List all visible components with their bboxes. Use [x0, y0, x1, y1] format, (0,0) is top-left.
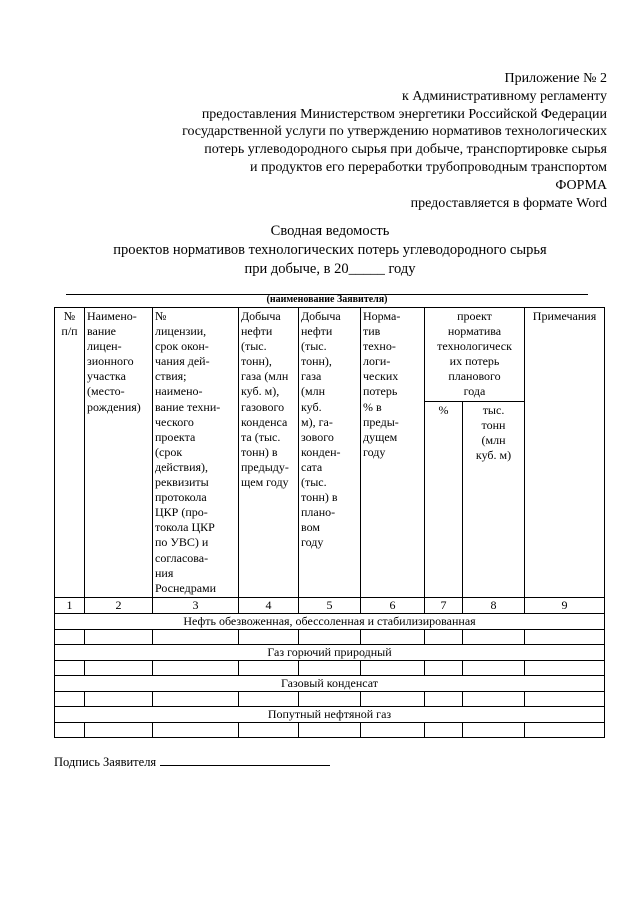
- table-cell[interactable]: [525, 722, 605, 737]
- column-number-7: 7: [425, 597, 463, 613]
- section-title-condensate: Газовый конденсат: [55, 675, 605, 691]
- signature-field[interactable]: [160, 753, 330, 766]
- column-number-6: 6: [361, 597, 425, 613]
- table-cell[interactable]: [55, 691, 85, 706]
- table-cell[interactable]: [239, 691, 299, 706]
- table-cell[interactable]: [525, 691, 605, 706]
- table-cell[interactable]: [425, 722, 463, 737]
- col-notes-header-text: Примечания: [532, 309, 597, 323]
- title-line-2: проектов нормативов технологических потерь углеводородного сырья: [113, 242, 547, 258]
- col-number-header-text: № п/п: [61, 309, 78, 339]
- col-project-norm-header: [425, 308, 525, 402]
- table-cell[interactable]: [361, 660, 425, 675]
- table-cell[interactable]: [153, 691, 239, 706]
- format-note: предоставляется в формате Word: [410, 195, 607, 211]
- table-cell[interactable]: [153, 660, 239, 675]
- table-cell[interactable]: [425, 691, 463, 706]
- table-cell[interactable]: [361, 629, 425, 644]
- table-cell[interactable]: [239, 629, 299, 644]
- table-cell[interactable]: [239, 660, 299, 675]
- document-title: [40, 222, 620, 279]
- section-title-oil: Нефть обезвоженная, обессоленная и стабилизированная: [55, 613, 605, 629]
- applicant-name-caption: (наименование Заявителя): [266, 294, 388, 305]
- table-cell[interactable]: [299, 629, 361, 644]
- appendix-ref-line-3: государственной услуги по утверждению нормативов технологических: [182, 124, 607, 140]
- table-row: [55, 660, 605, 675]
- section-title-associated-gas: Попутный нефтяной газ: [55, 706, 605, 722]
- table-cell[interactable]: [463, 722, 525, 737]
- col-field-header-text: Наимено- вание лицен- зионного участка (место- рождения): [87, 309, 141, 414]
- col-prev-norm-header-text: Норма- тив техно- логи- ческих потерь % в преды- дущем году: [363, 309, 401, 459]
- col-volume-header: [463, 401, 525, 597]
- appendix-number: Приложение № 2: [504, 71, 607, 86]
- column-number-3: 3: [153, 597, 239, 613]
- col-license-header: [153, 308, 239, 598]
- summary-table: [54, 307, 605, 738]
- col-plan-production-header-text: Добыча нефти (тыс. тонн), газа (млн куб. м), га- зового конден- сата (тыс. тонн) в плано- вом году: [301, 309, 341, 550]
- col-notes-header: [525, 308, 605, 598]
- form-label: ФОРМА: [555, 177, 607, 193]
- table-row: [55, 691, 605, 706]
- table-cell[interactable]: [425, 660, 463, 675]
- table-cell[interactable]: [463, 691, 525, 706]
- col-plan-production-header: [299, 308, 361, 598]
- table-cell[interactable]: [463, 660, 525, 675]
- signature-block: [54, 753, 330, 770]
- table-cell[interactable]: [153, 722, 239, 737]
- header-row: [55, 308, 605, 402]
- table-cell[interactable]: [85, 722, 153, 737]
- col-volume-header-text: тыс. тонн (млн куб. м): [475, 402, 512, 462]
- column-numbers-row: [55, 597, 605, 613]
- appendix-ref-line-1: к Административному регламенту: [402, 88, 607, 104]
- table-cell[interactable]: [239, 722, 299, 737]
- table-cell[interactable]: [153, 629, 239, 644]
- col-prev-production-header-text: Добыча нефти (тыс. тонн), газа (млн куб. м), газового конденса та (тыс. тонн) в предыду- щем году: [241, 309, 289, 490]
- appendix-ref-line-4: потерь углеводородного сырья при добыче, транспортировке сырья: [204, 142, 607, 158]
- appendix-header: [182, 70, 607, 212]
- section-title-natural-gas: Газ горючий природный: [55, 644, 605, 660]
- table-cell[interactable]: [361, 722, 425, 737]
- col-percent-header: [425, 401, 463, 597]
- col-percent-header-text: %: [438, 402, 449, 417]
- column-number-4: 4: [239, 597, 299, 613]
- table-cell[interactable]: [425, 629, 463, 644]
- col-prev-production-header: [239, 308, 299, 598]
- column-number-5: 5: [299, 597, 361, 613]
- table-cell[interactable]: [55, 660, 85, 675]
- column-number-2: 2: [85, 597, 153, 613]
- title-line-3: при добыче, в 20_____ году: [244, 261, 416, 277]
- table-cell[interactable]: [361, 691, 425, 706]
- appendix-ref-line-2: предоставления Министерством энергетики Российской Федерации: [201, 106, 607, 122]
- col-prev-norm-header: [361, 308, 425, 598]
- column-number-1: 1: [55, 597, 85, 613]
- table-cell[interactable]: [299, 660, 361, 675]
- section-row-condensate: [55, 675, 605, 691]
- table-cell[interactable]: [85, 629, 153, 644]
- col-project-norm-header-text: проект норматива технологическ их потерь планового года: [437, 309, 512, 399]
- table-cell[interactable]: [85, 691, 153, 706]
- table-cell[interactable]: [463, 629, 525, 644]
- table-row: [55, 629, 605, 644]
- section-row-associated-gas: [55, 706, 605, 722]
- table-cell[interactable]: [299, 691, 361, 706]
- section-row-oil: [55, 613, 605, 629]
- title-line-1: Сводная ведомость: [270, 223, 390, 239]
- table-row: [55, 722, 605, 737]
- table-cell[interactable]: [525, 660, 605, 675]
- table-cell[interactable]: [55, 629, 85, 644]
- appendix-ref-line-5: и продуктов его переработки трубопроводным транспортом: [249, 159, 607, 175]
- column-number-8: 8: [463, 597, 525, 613]
- section-row-natural-gas: [55, 644, 605, 660]
- table-cell[interactable]: [525, 629, 605, 644]
- col-field-header: [85, 308, 153, 598]
- col-number-header: [55, 308, 85, 598]
- table-cell[interactable]: [299, 722, 361, 737]
- signature-label: Подпись Заявителя: [54, 755, 157, 769]
- column-number-9: 9: [525, 597, 605, 613]
- col-license-header-text: № лицензии, срок окон- чания дей- ствия; наимено- вание техни- ческого проекта (срок действия), реквизиты протокола ЦКР (про- токола ЦКР по УВС) и согласова- ния Роснедрами: [155, 309, 221, 595]
- table-cell[interactable]: [85, 660, 153, 675]
- table-cell[interactable]: [55, 722, 85, 737]
